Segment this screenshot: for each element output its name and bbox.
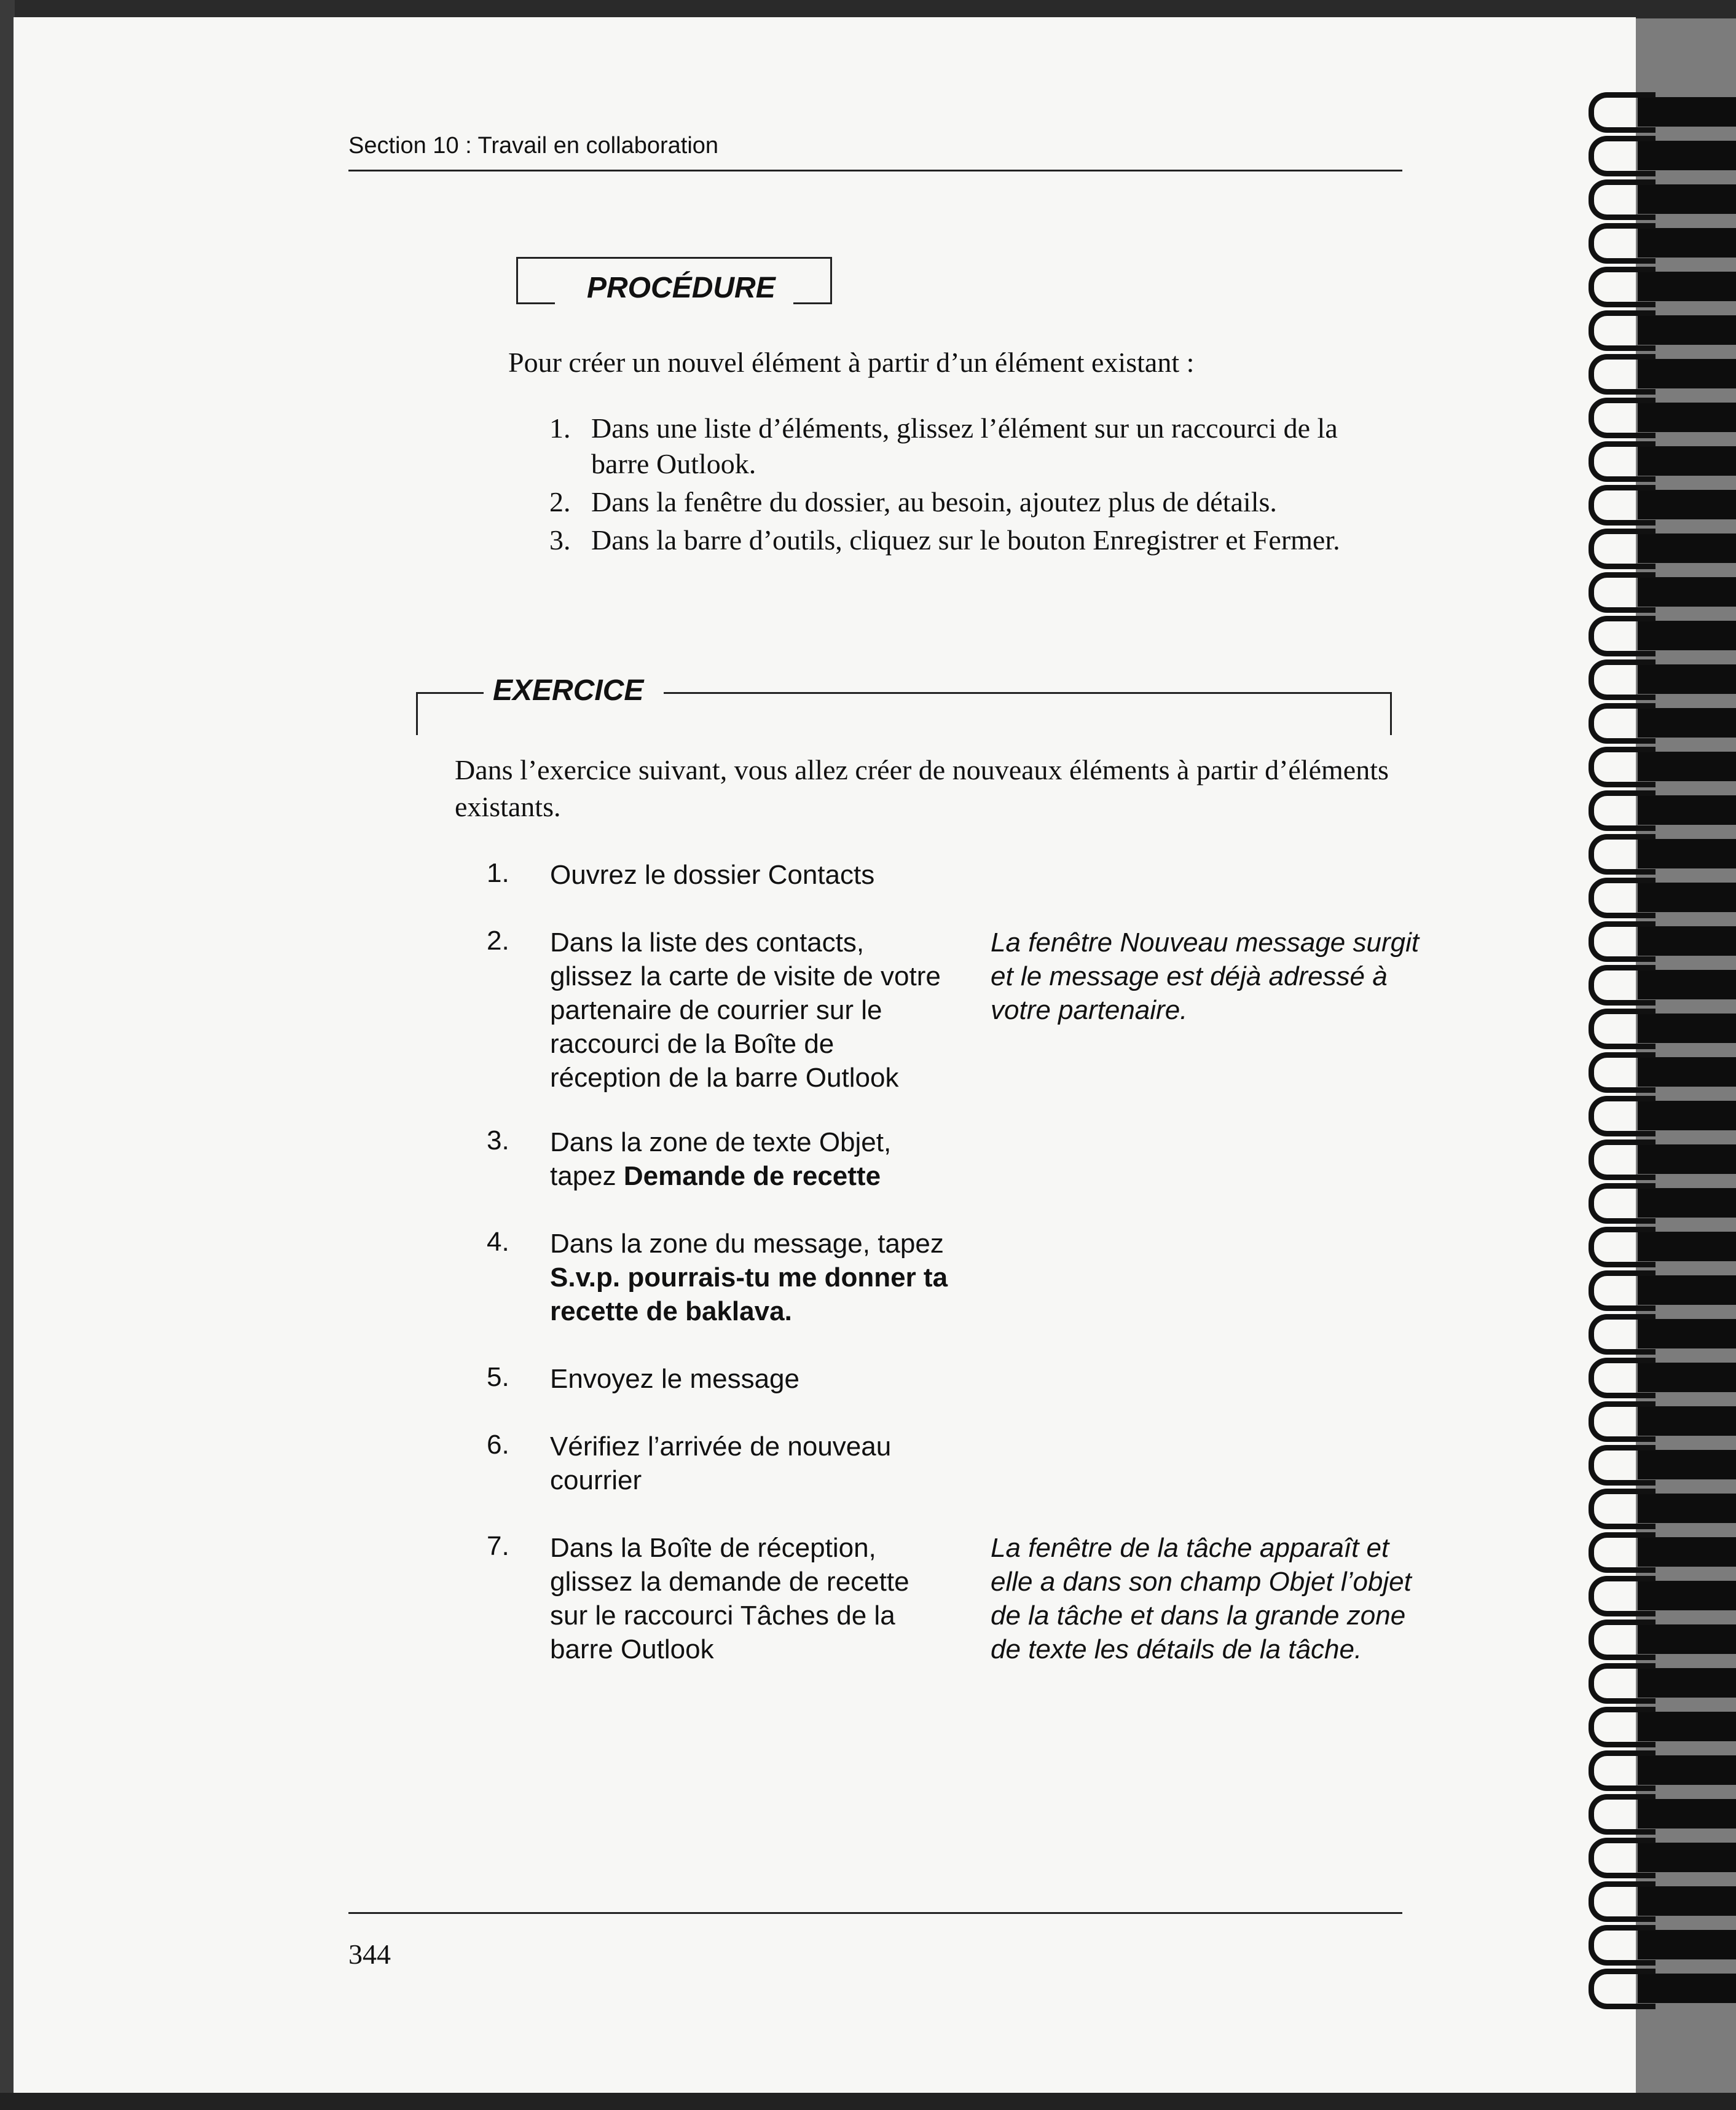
binding-ring bbox=[1589, 616, 1655, 656]
binding-ring bbox=[1589, 441, 1655, 482]
binding-ring bbox=[1589, 1445, 1655, 1486]
binding-ring bbox=[1589, 703, 1655, 744]
procedure-step: 1. Dans une liste d’éléments, glissez l’élément sur un raccourci de la barre Outlook. bbox=[549, 412, 1338, 479]
procedure-title: PROCÉDURE bbox=[587, 272, 776, 304]
binding-ring bbox=[1589, 1881, 1655, 1922]
binding-ring bbox=[1589, 747, 1655, 787]
procedure-intro: Pour créer un nouvel élément à partir d’un élément existant : bbox=[508, 347, 1195, 378]
binding-ring bbox=[1589, 1227, 1655, 1267]
binding-ring bbox=[1589, 1052, 1655, 1093]
binding-ring bbox=[1589, 354, 1655, 395]
procedure-step: 2. Dans la fenêtre du dossier, au besoin, ajoutez plus de détails. bbox=[549, 486, 1277, 518]
exercise-frame-top bbox=[664, 692, 1392, 694]
binding-ring bbox=[1589, 1140, 1655, 1180]
binding-ring bbox=[1589, 1358, 1655, 1398]
spiral-binding bbox=[1570, 74, 1736, 2041]
binding-ring bbox=[1589, 1707, 1655, 1747]
binding-ring bbox=[1589, 965, 1655, 1006]
binding-ring bbox=[1589, 1489, 1655, 1529]
binding-ring bbox=[1589, 1576, 1655, 1616]
binding-ring bbox=[1589, 136, 1655, 176]
exercise-frame-left bbox=[416, 692, 418, 735]
binding-ring bbox=[1589, 398, 1655, 438]
binding-ring bbox=[1589, 1969, 1655, 2009]
binding-ring bbox=[1589, 1009, 1655, 1049]
scan-edge-bottom bbox=[0, 2093, 1736, 2110]
binding-ring bbox=[1589, 485, 1655, 526]
scan-edge-top bbox=[0, 0, 1736, 18]
binding-ring bbox=[1589, 572, 1655, 613]
procedure-box bbox=[516, 257, 832, 304]
binding-ring bbox=[1589, 1794, 1655, 1835]
binding-ring bbox=[1589, 878, 1655, 918]
binding-ring bbox=[1589, 1750, 1655, 1791]
binding-ring bbox=[1589, 1925, 1655, 1966]
document-page: Section 10 : Travail en collaboration PROCÉDURE Pour créer un nouvel élément à partir d’un élément existant : 1. Dans une liste d’éléments, glissez l’élément sur un raccourci de la barre Outlook. 2. Dans la fenêtre du dossier, au besoin, ajoutez plus de détails. 3. Dans la barre d’outils, cliquez sur le bouton Enregistrer et Fermer. EXERCICE Dans l’exercice suivant, vous allez créer de nouveaux éléments à partir d’éléments existants. 1. Ouvrez le dossier Contacts 2. Dans la liste des contacts, glissez la carte de visite de votre partenaire de courrier sur le raccourci de la Boîte de réception de la barre Outlook La fenêtre Nouveau message surgit et le message est déjà adressé à votre partenaire. 3. Dans la zone de texte Objet, tapez Demande de recette 4. Dans la zone du message, tapez S.v.p. pourrais-tu me donner ta recette de baklava. 5. Envoyez le message 6. Vérifiez l’arrivée de nouveau courrier 7. Dans la Boîte de réception, glissez la demande de recette sur le raccourci Tâches de la barre Outlook La fenêtre de la tâche apparaît et elle a dans son champ Objet l’objet de la tâche et dans la grande zone de texte les détails de la tâche. 344 bbox=[14, 17, 1636, 2110]
binding-ring bbox=[1589, 223, 1655, 264]
binding-ring bbox=[1589, 1096, 1655, 1136]
page-number: 344 bbox=[348, 1939, 391, 1970]
exercise-frame-right bbox=[1390, 692, 1392, 735]
binding-ring bbox=[1589, 659, 1655, 700]
exercise-title: EXERCICE bbox=[493, 674, 644, 707]
binding-ring bbox=[1589, 267, 1655, 307]
binding-ring bbox=[1589, 92, 1655, 133]
binding-ring bbox=[1589, 1838, 1655, 1878]
binding-ring bbox=[1589, 179, 1655, 220]
binding-ring bbox=[1589, 1620, 1655, 1660]
binding-ring bbox=[1589, 1314, 1655, 1355]
footer-rule bbox=[348, 1912, 1402, 1914]
binding-ring bbox=[1589, 529, 1655, 569]
binding-ring bbox=[1589, 310, 1655, 351]
exercise-step-comment: La fenêtre de la tâche apparaît et elle a dans son champ Objet l’objet de la tâche et dans la grande zone de texte les détails de la tâche. bbox=[991, 1533, 1412, 1664]
exercise-frame-top bbox=[416, 692, 484, 694]
binding-ring bbox=[1589, 1183, 1655, 1224]
binding-ring bbox=[1589, 834, 1655, 875]
section-header: Section 10 : Travail en collaboration bbox=[348, 133, 719, 159]
binding-ring bbox=[1589, 1663, 1655, 1704]
scan-edge-left bbox=[0, 0, 15, 2110]
binding-ring bbox=[1589, 790, 1655, 831]
exercise-intro: Dans l’exercice suivant, vous allez créer de nouveaux éléments à partir d’éléments existants. bbox=[455, 754, 1389, 822]
binding-ring bbox=[1589, 1401, 1655, 1442]
exercise-step-comment: La fenêtre Nouveau message surgit et le message est déjà adressé à votre partenaire. bbox=[991, 927, 1420, 1025]
binding-ring bbox=[1589, 1270, 1655, 1311]
header-rule bbox=[348, 170, 1402, 171]
procedure-step: 3. Dans la barre d’outils, cliquez sur le bouton Enregistrer et Fermer. bbox=[549, 524, 1340, 556]
binding-ring bbox=[1589, 1532, 1655, 1573]
procedure-steps bbox=[549, 411, 1397, 561]
binding-ring bbox=[1589, 921, 1655, 962]
